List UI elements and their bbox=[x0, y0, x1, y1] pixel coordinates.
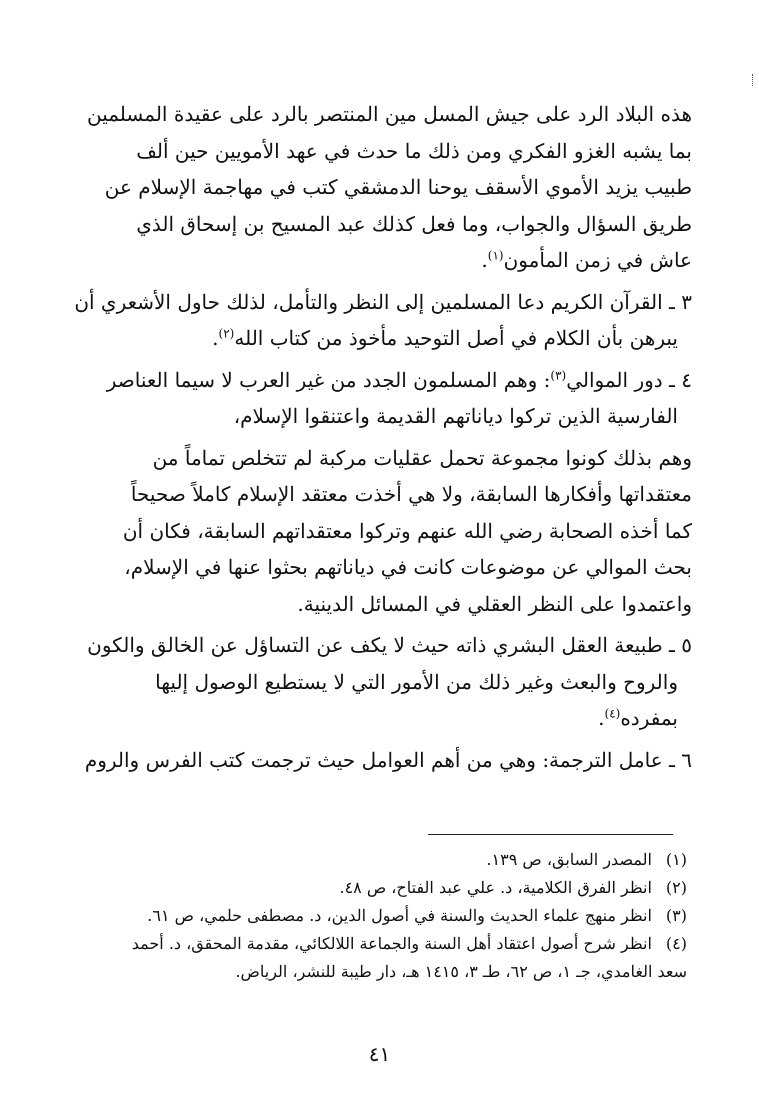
text-line: كما أخذه الصحابة رضي الله عنهم وتركوا معتقداتهم السابقة، فكان أن bbox=[122, 518, 692, 543]
main-text bbox=[62, 96, 692, 783]
footnote-ref[interactable]: (١) bbox=[487, 248, 504, 263]
footnotes bbox=[62, 846, 687, 986]
footnote-text: انظر منهج علماء الحديث والسنة في أصول الدين، د. مصطفى حلمي، ص ٦١. bbox=[147, 906, 652, 925]
text-line: الفارسية الذين تركوا دياناتهم القديمة واعتنقوا الإسلام، bbox=[233, 404, 678, 428]
footnote-1 bbox=[62, 846, 687, 874]
text-line: بحث الموالي عن موضوعات كانت في دياناتهم بحثوا عنها في الإسلام، bbox=[124, 555, 692, 579]
footnote-3 bbox=[62, 902, 687, 930]
footnote-text: انظر شرح أصول اعتقاد أهل السنة والجماعة اللالكائي، مقدمة المحقق، د. أحمد bbox=[131, 934, 652, 953]
text-line: والروح والبعث وغير ذلك من الأمور التي لا يستطيع الوصول إليها bbox=[155, 669, 678, 694]
text-line: بما يشبه الغزو الفكري ومن ذلك ما حدث في عهد الأمويين حين ألف bbox=[136, 138, 692, 163]
punctuation: . bbox=[481, 248, 488, 272]
footnote-4-continued: سعد الغامدي، جـ ١، ص ٦٢، طـ ٣، ١٤١٥ هـ، دار طيبة للنشر، الرياض. bbox=[235, 962, 687, 981]
list-item-6 bbox=[62, 742, 692, 779]
text-line: ٥ ـ طبيعة العقل البشري ذاته حيث لا يكف عن التساؤل عن الخالق والكون bbox=[87, 633, 692, 657]
text-line: معتقداتها وأفكارها السابقة، ولا هي أخذت معتقد الإسلام كاملاً صحيحاً bbox=[130, 482, 692, 506]
text-line bbox=[62, 700, 692, 737]
text-line: واعتمدوا على النظر العقلي في المسائل الدينية. bbox=[297, 591, 692, 616]
list-item-3 bbox=[62, 284, 692, 357]
footnote-number: (٣) bbox=[665, 906, 687, 925]
text-fragment: عاش في زمن المأمون bbox=[503, 248, 692, 272]
text-line: ٣ ـ القرآن الكريم دعا المسلمين إلى النظر والتأمل، لذلك حاول الأشعري أن bbox=[74, 289, 692, 314]
text-fragment: : وهم المسلمون الجدد من غير العرب لا سيما العناصر bbox=[106, 367, 551, 392]
paragraph-mawali bbox=[62, 440, 692, 623]
text-line: طبيب يزيد الأموي الأسقف يوحنا الدمشقي كتب في مهاجمة الإسلام عن bbox=[104, 175, 692, 199]
footnote-text: المصدر السابق، ص ١٣٩. bbox=[486, 850, 652, 869]
footnote-4 bbox=[62, 930, 687, 958]
footnote-ref[interactable]: (٢) bbox=[218, 326, 235, 341]
text-line: هذه البلاد الرد على جيش المسل مين المنتصر بالرد على عقيدة المسلمين bbox=[86, 102, 692, 126]
footnote-number: (١) bbox=[665, 850, 687, 869]
text-fragment: يبرهن بأن الكلام في أصل التوحيد مأخوذ من كتاب الله bbox=[234, 326, 678, 350]
page-number: ٤١ bbox=[368, 1042, 391, 1066]
text-line bbox=[62, 242, 692, 279]
punctuation: . bbox=[212, 326, 219, 350]
paragraph-intro bbox=[62, 96, 692, 279]
footnote-separator bbox=[428, 834, 673, 835]
list-item-5 bbox=[62, 627, 692, 737]
footnote-number: (٤) bbox=[665, 934, 687, 953]
scan-edge-mark bbox=[752, 74, 755, 86]
footnote-ref[interactable]: (٤) bbox=[604, 706, 621, 721]
text-line bbox=[62, 362, 692, 399]
footnote-ref[interactable]: (٣) bbox=[550, 367, 567, 382]
text-line bbox=[62, 320, 692, 357]
punctuation: . bbox=[598, 706, 605, 730]
text-fragment: ٤ ـ دور الموالي bbox=[566, 367, 692, 392]
list-item-4 bbox=[62, 362, 692, 435]
footnote-2 bbox=[62, 874, 687, 902]
footnote-number: (٢) bbox=[665, 878, 687, 897]
text-line: ٦ ـ عامل الترجمة: وهي من أهم العوامل حيث ترجمت كتب الفرس والروم bbox=[84, 747, 692, 772]
footnote-text: انظر الفرق الكلامية، د. علي عبد الفتاح، ص ٤٨. bbox=[339, 878, 652, 897]
text-line: وهم بذلك كونوا مجموعة تحمل عقليات مركبة لم تتخلص تماماً من bbox=[152, 445, 692, 470]
text-fragment: بمفرده bbox=[620, 706, 678, 730]
text-line: طريق السؤال والجواب، وما فعل كذلك عبد المسيح بن إسحاق الذي bbox=[136, 211, 692, 236]
